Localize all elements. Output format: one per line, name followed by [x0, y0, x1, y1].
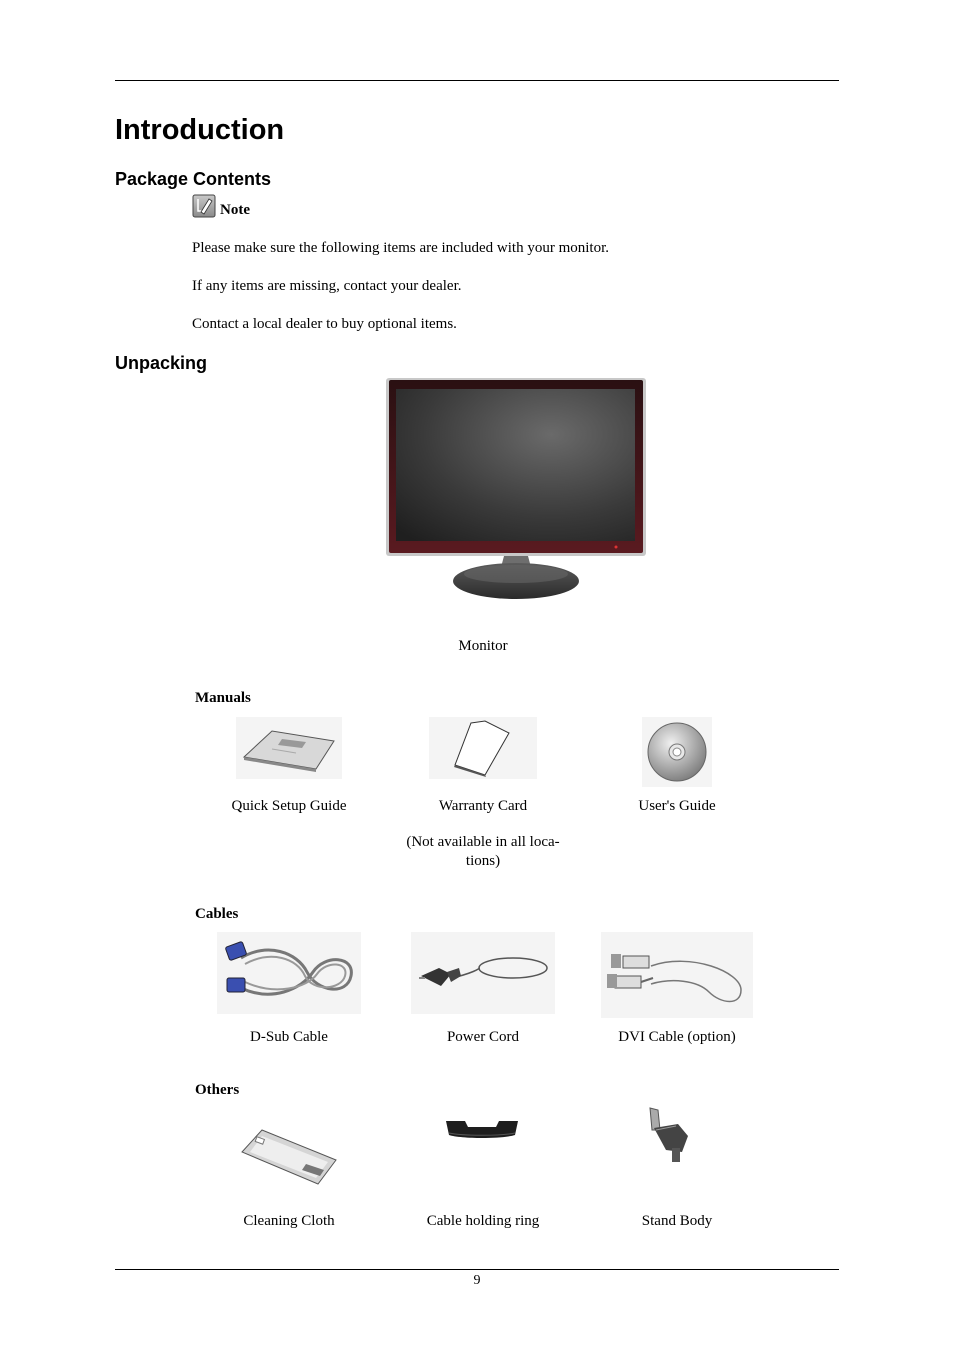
section-heading-package-contents: Package Contents	[115, 169, 272, 189]
cable-caption: D-Sub Cable	[250, 1029, 328, 1045]
page-title: Introduction	[115, 114, 285, 146]
monitor-image	[384, 376, 648, 604]
top-rule	[115, 80, 839, 81]
others-caption: Stand Body	[641, 1213, 713, 1229]
note-paragraph: Contact a local dealer to buy optional items.	[192, 316, 457, 332]
power-cord-image	[411, 932, 555, 1014]
warranty-availability-note	[383, 833, 583, 871]
note-block	[192, 194, 250, 218]
warranty-note-line: (Not available in all loca-	[406, 834, 560, 850]
manual-caption: User's Guide	[638, 798, 716, 814]
note-paragraph: Please make sure the following items are included with your monitor.	[192, 240, 609, 256]
cable-caption: Power Cord	[446, 1029, 520, 1045]
others-label: Others	[195, 1082, 240, 1098]
warranty-note-line: tions)	[465, 853, 501, 869]
others-caption: Cable holding ring	[426, 1213, 540, 1229]
note-paragraph: If any items are missing, contact your dealer.	[192, 278, 462, 294]
cable-caption: DVI Cable (option)	[618, 1029, 736, 1045]
note-label: Note	[220, 202, 250, 218]
manuals-label: Manuals	[195, 690, 251, 706]
cable-holding-ring-image	[443, 1117, 521, 1141]
bottom-rule	[115, 1269, 839, 1270]
dvi-cable-image	[601, 932, 753, 1018]
cables-label: Cables	[195, 906, 239, 922]
cleaning-cloth-image	[238, 1126, 340, 1188]
page-number: 9	[473, 1273, 481, 1288]
section-heading-unpacking: Unpacking	[115, 353, 208, 373]
stand-body-image	[646, 1106, 690, 1164]
note-icon	[192, 194, 217, 218]
quick-setup-guide-image	[236, 717, 342, 779]
users-guide-cd-image	[642, 717, 712, 787]
others-caption: Cleaning Cloth	[243, 1213, 335, 1229]
manual-caption: Quick Setup Guide	[231, 798, 347, 814]
monitor-caption: Monitor	[458, 638, 508, 654]
warranty-card-image	[429, 717, 537, 779]
d-sub-cable-image	[217, 932, 361, 1014]
manual-caption: Warranty Card	[438, 798, 528, 814]
